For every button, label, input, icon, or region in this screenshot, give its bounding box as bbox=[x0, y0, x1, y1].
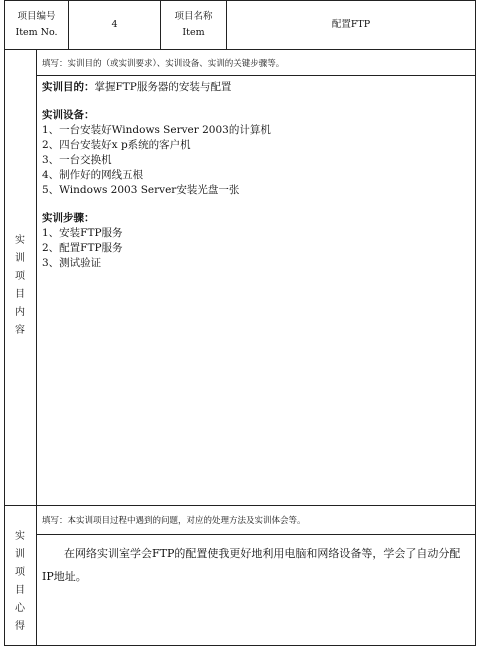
equipment-item: 3、一台交换机 bbox=[42, 154, 112, 166]
label-char: 训 bbox=[15, 253, 25, 264]
item-name-label bbox=[161, 1, 226, 49]
label-char: 项 bbox=[15, 271, 25, 282]
instruction-rule-2 bbox=[36, 534, 476, 535]
purpose-text: 掌握FTP服务器的安装与配置 bbox=[94, 81, 232, 93]
purpose-line bbox=[42, 80, 271, 95]
item-no-label-en: Item No. bbox=[15, 27, 58, 38]
step-item: 1、安装FTP服务 bbox=[42, 227, 123, 239]
reflection-instruction: 填写：本实训项目过程中遇到的问题，对应的处理方法及实训体会等。 bbox=[42, 516, 306, 526]
label-char: 训 bbox=[15, 549, 25, 560]
step-item: 2、配置FTP服务 bbox=[42, 242, 123, 254]
content-body bbox=[42, 80, 271, 271]
section-divider-rule bbox=[4, 505, 476, 506]
instruction-rule-1 bbox=[36, 75, 476, 76]
content-instruction: 填写：实训目的（或实训要求）、实训设备、实训的关键步骤等。 bbox=[42, 59, 285, 69]
item-name-label-en: Item bbox=[182, 27, 205, 38]
purpose-heading: 实训目的： bbox=[42, 81, 95, 93]
item-name-value-text: 配置FTP bbox=[331, 19, 371, 30]
label-char: 容 bbox=[15, 325, 25, 336]
label-char: 心 bbox=[15, 603, 25, 614]
equipment-item: 1、一台安装好Windows Server 2003的计算机 bbox=[42, 124, 271, 136]
label-char: 实 bbox=[15, 531, 25, 542]
item-no-label bbox=[5, 1, 68, 49]
label-char: 内 bbox=[15, 307, 25, 318]
equipment-item: 2、四台安装好x p系统的客户机 bbox=[42, 139, 191, 151]
equipment-heading: 实训设备： bbox=[42, 109, 95, 121]
item-name-value bbox=[227, 1, 475, 49]
equipment-item: 5、Windows 2003 Server安装光盘一张 bbox=[42, 184, 240, 196]
reflection-paragraph: 在网络实训室学会FTP的配置使我更好地利用电脑和网络设备等，学会了自动分配IP地址。 bbox=[42, 547, 461, 583]
item-name-label-cn: 项目名称 bbox=[174, 11, 213, 22]
header-bottom-rule bbox=[4, 49, 476, 50]
step-item: 3、测试验证 bbox=[42, 257, 102, 269]
equipment-item: 4、制作好的网线五根 bbox=[42, 169, 144, 181]
section-content-label bbox=[11, 232, 29, 340]
item-no-label-cn: 项目编号 bbox=[17, 11, 56, 22]
label-char: 项 bbox=[15, 567, 25, 578]
label-char: 得 bbox=[15, 621, 25, 632]
item-no-value-text: 4 bbox=[111, 19, 118, 30]
label-char: 实 bbox=[15, 235, 25, 246]
label-col-rule bbox=[36, 49, 37, 646]
steps-heading: 实训步骤： bbox=[42, 212, 95, 224]
label-char: 目 bbox=[15, 585, 25, 596]
section-reflection-label bbox=[11, 528, 29, 636]
item-no-value bbox=[69, 1, 160, 49]
label-char: 目 bbox=[15, 289, 25, 300]
